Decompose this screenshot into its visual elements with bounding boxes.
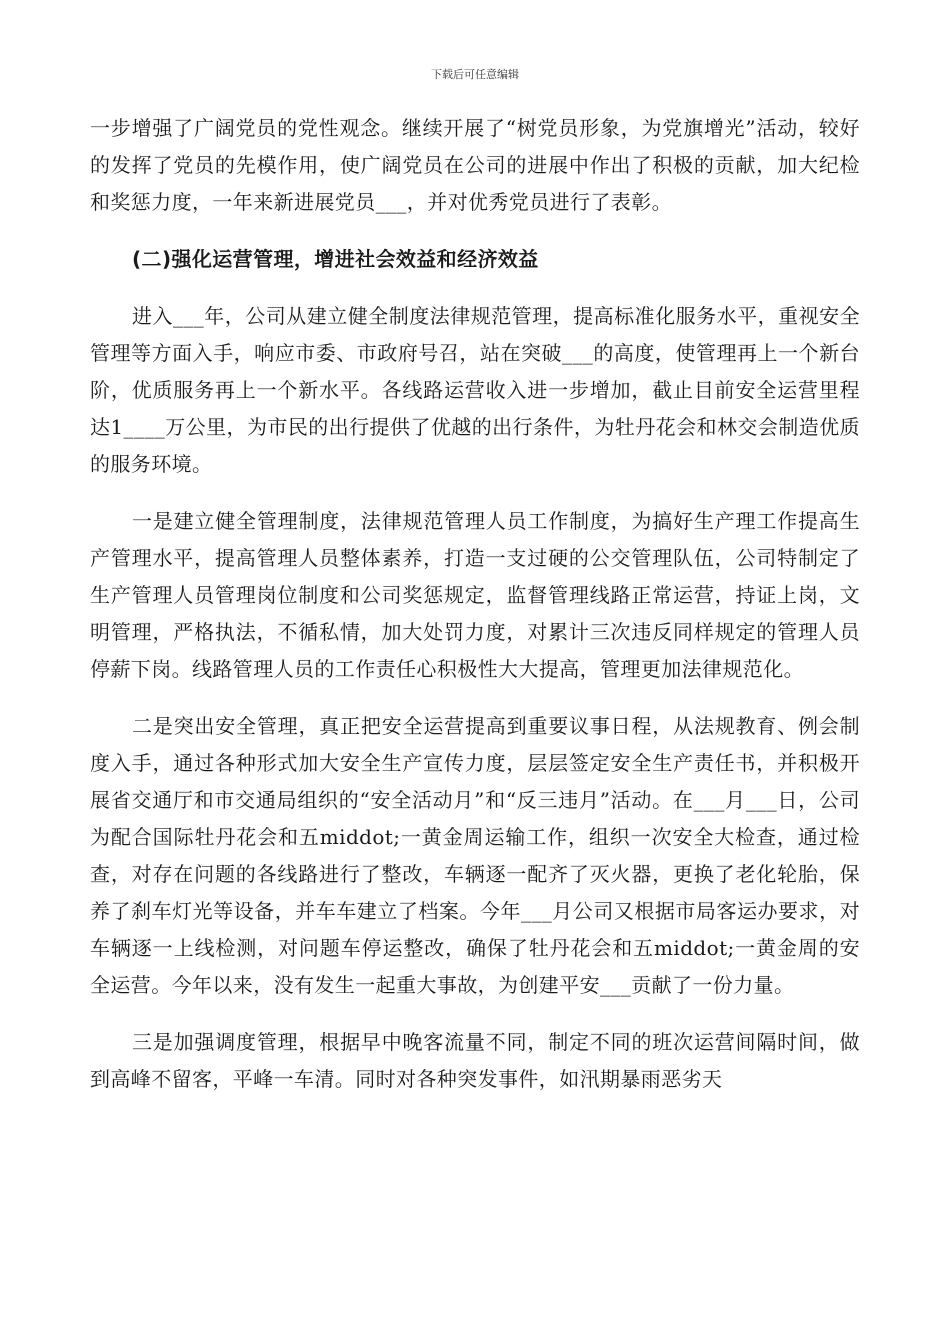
paragraph-operations-overview: 进入___年，公司从建立健全制度法律规范管理，提高标准化服务水平，重视安全管理等方面入手，响应市委、市政府号召，站在突破___的高度，使管理再上一个新台阶，优质服务再上一个新水平。各线路运营收入进一步增加，截止目前安全运营里程达1____万公里，为市民的出行提供了优越的出行条件，为牡丹花会和林交会制造优质的服务环境。 (90, 304, 860, 476)
paragraph-party-building: 一步增强了广阔党员的党性观念。继续开展了“树党员形象，为党旗增光”活动，较好的发挥了党员的先模作用，使广阔党员在公司的进展中作出了积极的贡献，加大纪检和奖惩力度，一年来新进展党员___，并对优秀党员进行了表彰。 (90, 116, 860, 214)
page-header-note: 下载后可任意编辑 (431, 68, 519, 81)
paragraph-dispatch-management: 三是加强调度管理，根据早中晚客流量不同，制定不同的班次运营间隔时间，做到高峰不留客，平峰一车清。同时对各种突发事件，如汛期暴雨恶劣天 (90, 1030, 860, 1091)
paragraph-spacer (90, 688, 860, 708)
paragraph-spacer (90, 483, 860, 503)
paragraph-spacer (90, 278, 860, 298)
section-heading-operations: (二)强化运营管理，增进社会效益和经济效益 (132, 247, 539, 271)
paragraph-spacer (90, 221, 860, 241)
paragraph-management-system: 一是建立健全管理制度，法律规范管理人员工作制度，为搞好生产理工作提高生产管理水平，提高管理人员整体素养，打造一支过硬的公交管理队伍，公司特制定了生产管理人员管理岗位制度和公司奖惩规定，监督管理线路正常运营，持证上岗，文明管理，严格执法，不循私情，加大处罚力度，对累计三次违反同样规定的管理人员停薪下岗。线路管理人员的工作责任心积极性大大提高，管理更加法律规范化。 (90, 509, 860, 681)
document-body (90, 110, 860, 1098)
paragraph-safety-management: 二是突出安全管理，真正把安全运营提高到重要议事日程，从法规教育、例会制度入手，通过各种形式加大安全生产宣传力度，层层签定安全生产责任书，并积极开展省交通厅和市交通局组织的“安全活动月”和“反三违月”活动。在___月___日，公司为配合国际牡丹花会和五middot;一黄金周运输工作，组织一次安全大检查，通过检查，对存在问题的各线路进行了整改，车辆逐一配齐了灭火器，更换了老化轮胎，保养了刹车灯光等设备，并车车建立了档案。今年___月公司又根据市局客运办要求，对车辆逐一上线检测，对问题车停运整改，确保了牡丹花会和五middot;一黄金周的安全运营。今年以来，没有发生一起重大事故，为创建平安___贡献了一份力量。 (90, 714, 860, 997)
paragraph-spacer (90, 1004, 860, 1024)
